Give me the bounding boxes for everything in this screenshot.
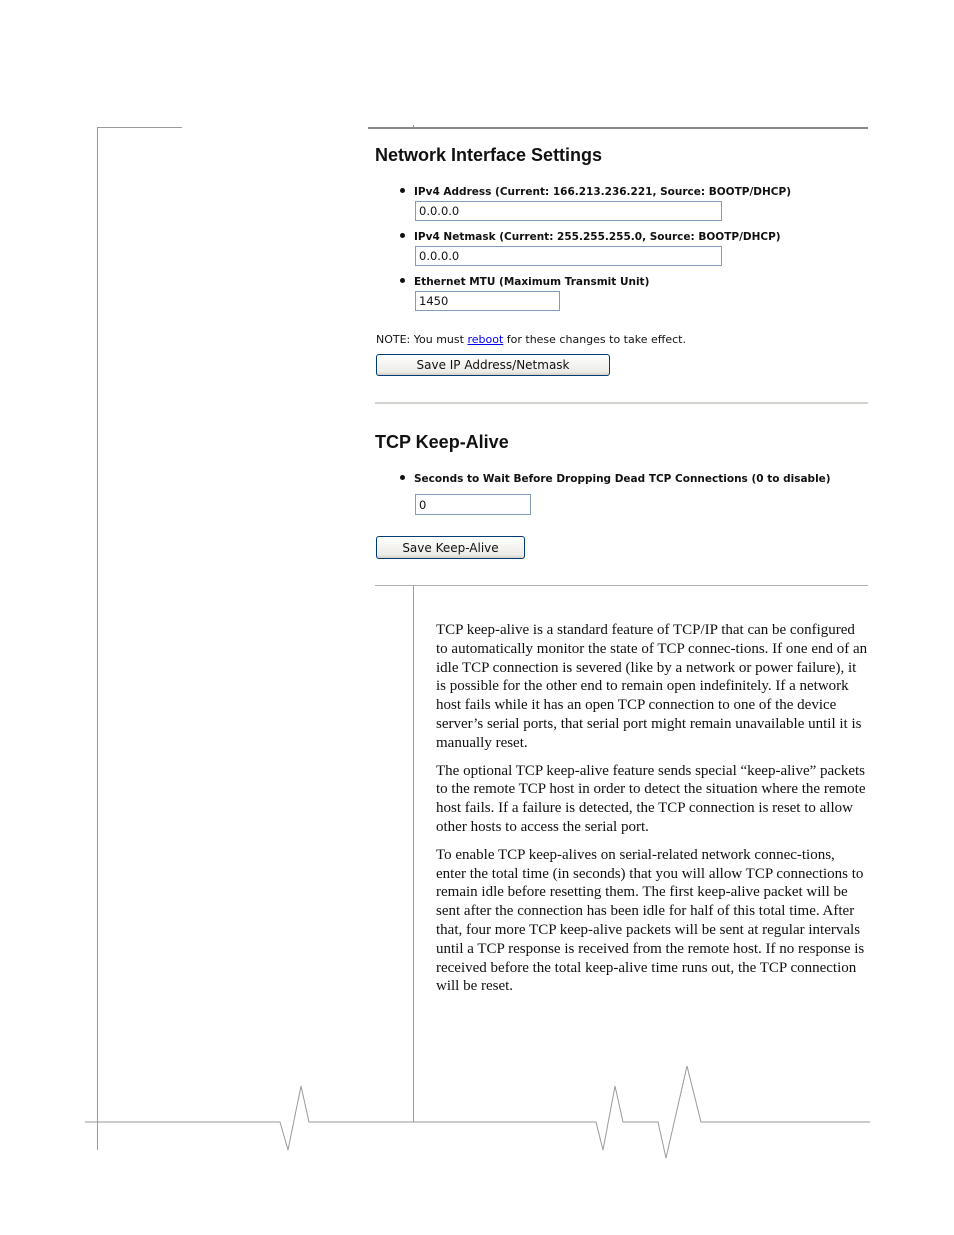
bullet-icon: [400, 233, 405, 238]
column-rule: [413, 586, 414, 1122]
screenshot-bottom-rule: [375, 585, 868, 586]
ipv4-address-label: IPv4 Address (Current: 166.213.236.221, Source: BOOTP/DHCP): [400, 186, 791, 198]
reboot-note: NOTE: You must reboot for these changes to take effect.: [376, 333, 686, 346]
screenshot-top-border: [368, 127, 868, 129]
network-settings-title: Network Interface Settings: [375, 145, 603, 165]
page-margin-rule: [97, 127, 98, 1150]
paragraph: TCP keep-alive is a standard feature of TCP/IP that can be configured to automatically monitor the state of TCP connec-tions. If one end of an idle TCP connection is severed (like by a network or power failure), it is possible for the other end to remain open indefinitely. If a network host fails while it has an open TCP connection to one of the device server’s serial ports, that serial port might remain unavailable until it is manually reset.: [436, 622, 868, 751]
ipv4-netmask-input[interactable]: [415, 246, 722, 266]
paragraph: The optional TCP keep-alive feature sends special “keep-alive” packets to the remote TCP host in order to detect the situation where the remote host fails. If a failure is detected, the TCP connection is reset to allow other hosts to access the serial port.: [436, 762, 866, 835]
save-ip-address-netmask-button[interactable]: Save IP Address/Netmask: [376, 354, 610, 376]
keepalive-seconds-label: Seconds to Wait Before Dropping Dead TCP Connections (0 to disable): [400, 473, 831, 485]
ethernet-mtu-input[interactable]: [415, 291, 560, 311]
ipv4-address-input[interactable]: [415, 201, 722, 221]
paragraph: To enable TCP keep-alives on serial-related network connec-tions, enter the total time (in seconds) that you will allow TCP connections to remain idle before resetting them. The first keep-alive packet will be sent after the connection has been idle for half of this total time. After that, four more TCP keep-alive packets will be sent at regular intervals until a TCP response is received from the remote host. If no response is received before the total keep-alive time runs out, the TCP connection will be reset.: [436, 846, 865, 995]
page-corner-rule-top: [97, 127, 182, 128]
ipv4-netmask-label: IPv4 Netmask (Current: 255.255.255.0, Source: BOOTP/DHCP): [400, 231, 781, 243]
footer-waveform-decoration: [0, 1060, 954, 1170]
screenshot-top-tick: [413, 125, 414, 129]
bullet-icon: [400, 188, 405, 193]
tcp-keepalive-title: TCP Keep-Alive: [375, 432, 509, 452]
reboot-link[interactable]: reboot: [467, 333, 504, 346]
section-divider: [375, 402, 868, 404]
bullet-icon: [400, 278, 405, 283]
save-keepalive-button[interactable]: Save Keep-Alive: [376, 536, 525, 559]
bullet-icon: [400, 475, 405, 480]
ethernet-mtu-label: Ethernet MTU (Maximum Transmit Unit): [400, 276, 649, 288]
keepalive-seconds-input[interactable]: [415, 494, 531, 515]
body-text: [436, 621, 868, 1005]
